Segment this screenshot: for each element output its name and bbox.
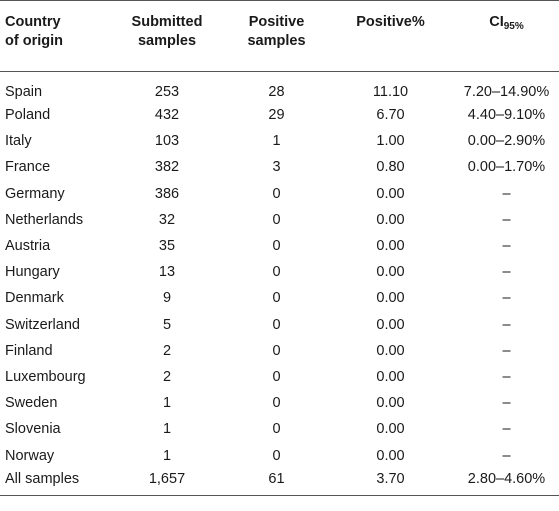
header-country-line1: Country — [5, 14, 61, 30]
cell-submitted-samples: 103 — [154, 133, 180, 150]
cell-confidence-interval: – — [502, 421, 511, 438]
cell-confidence-interval: – — [502, 211, 511, 228]
cell-positive-percent: 0.00 — [376, 211, 405, 228]
cell-submitted-samples: 13 — [158, 264, 176, 281]
table-row — [0, 154, 559, 180]
cell-positive-percent: 0.00 — [376, 342, 405, 359]
cell-submitted-samples: 2 — [162, 368, 172, 385]
cell-positive-samples: 0 — [272, 342, 281, 359]
header-submitted-line2: samples — [137, 33, 197, 49]
header-submitted-samples — [108, 1, 226, 72]
cell-country: Poland — [5, 107, 51, 124]
cell-positive-samples: 0 — [272, 290, 281, 307]
header-ci-label: CI — [489, 14, 504, 30]
cell-positive-samples: 0 — [272, 264, 281, 281]
header-country-line2: of origin — [5, 33, 63, 49]
header-positive-samples — [226, 1, 327, 72]
cell-country: Denmark — [5, 290, 64, 307]
cell-positive-percent: 0.00 — [376, 316, 405, 333]
cell-positive-percent: 0.00 — [376, 264, 405, 281]
cell-positive-percent: 0.80 — [376, 159, 405, 176]
table-row — [0, 338, 559, 364]
cell-positive-samples: 0 — [272, 421, 281, 438]
table-row — [0, 207, 559, 233]
table-header — [0, 1, 559, 72]
table-row — [0, 102, 559, 128]
cell-positive-samples: 0 — [272, 211, 281, 228]
cell-positive-samples: 1 — [272, 133, 281, 150]
cell-positive-percent: 0.00 — [376, 238, 405, 255]
cell-positive-samples: 0 — [272, 185, 281, 202]
cell-confidence-interval: 2.80–4.60% — [454, 469, 559, 496]
cell-submitted-samples: 5 — [162, 316, 172, 333]
header-submitted-line1: Submitted — [131, 14, 203, 30]
cell-submitted-samples: 382 — [154, 159, 180, 176]
cell-positive-percent: 3.70 — [327, 469, 454, 496]
cell-country: Sweden — [5, 395, 58, 412]
cell-country: Slovenia — [5, 421, 61, 438]
table-body — [0, 72, 559, 496]
table-row — [0, 390, 559, 416]
cell-confidence-interval: 0.00–1.70% — [467, 159, 546, 176]
cell-country: Luxembourg — [5, 368, 86, 385]
cell-submitted-samples: 1 — [162, 421, 172, 438]
cell-positive-percent: 0.00 — [376, 290, 405, 307]
table-row — [0, 469, 559, 496]
cell-confidence-interval: – — [502, 290, 511, 307]
cell-positive-percent: 0.00 — [376, 185, 405, 202]
table-row — [0, 233, 559, 259]
cell-country: Norway — [5, 447, 55, 464]
header-positive-percent-label: Positive% — [356, 14, 425, 30]
cell-confidence-interval: – — [502, 316, 511, 333]
cell-confidence-interval: – — [502, 185, 511, 202]
cell-country: Finland — [5, 342, 53, 359]
header-positive-line1: Positive — [248, 14, 305, 30]
cell-confidence-interval: – — [502, 368, 511, 385]
table-row — [0, 181, 559, 207]
cell-submitted-samples: 386 — [154, 185, 180, 202]
header-confidence-interval — [454, 1, 559, 72]
cell-positive-percent: 0.00 — [376, 421, 405, 438]
cell-confidence-interval: – — [502, 447, 511, 464]
table-row — [0, 72, 559, 103]
cell-positive-samples: 29 — [268, 107, 285, 124]
cell-positive-samples: 28 — [268, 84, 285, 100]
cell-submitted-samples: 253 — [154, 84, 180, 100]
cell-country: Italy — [5, 133, 32, 150]
header-positive-percent — [327, 1, 454, 72]
table-row — [0, 312, 559, 338]
cell-positive-percent: 1.00 — [376, 133, 405, 150]
cell-country: Switzerland — [5, 316, 80, 333]
cell-confidence-interval: 0.00–2.90% — [467, 133, 546, 150]
cell-positive-percent: 11.10 — [372, 84, 409, 100]
cell-submitted-samples: 432 — [154, 107, 180, 124]
cell-confidence-interval: – — [502, 238, 511, 255]
cell-country: Austria — [5, 238, 51, 255]
cell-country: Spain — [5, 84, 43, 100]
cell-positive-samples: 0 — [272, 395, 281, 412]
cell-confidence-interval: – — [502, 264, 511, 281]
table-row — [0, 416, 559, 442]
cell-country: France — [5, 159, 51, 176]
cell-country: Germany — [5, 185, 65, 202]
cell-submitted-samples: 9 — [162, 290, 172, 307]
table-row — [0, 259, 559, 285]
cell-positive-percent: 0.00 — [376, 447, 405, 464]
cell-submitted-samples: 1 — [162, 447, 172, 464]
header-positive-line2: samples — [247, 33, 306, 49]
header-ci-subscript: 95% — [503, 21, 524, 32]
table-row — [0, 364, 559, 390]
cell-submitted-samples: 32 — [158, 211, 176, 228]
cell-confidence-interval: – — [502, 395, 511, 412]
cell-confidence-interval: 7.20–14.90% — [463, 84, 550, 100]
cell-positive-samples: 0 — [272, 238, 281, 255]
table-row — [0, 128, 559, 154]
cell-country: All samples — [0, 469, 108, 496]
table-row — [0, 442, 559, 468]
table-row — [0, 285, 559, 311]
cell-submitted-samples: 1 — [162, 395, 172, 412]
cell-positive-percent: 6.70 — [376, 107, 405, 124]
cell-positive-samples: 0 — [272, 447, 281, 464]
cell-positive-samples: 3 — [272, 159, 281, 176]
cell-positive-percent: 0.00 — [376, 368, 405, 385]
cell-submitted-samples: 2 — [162, 342, 172, 359]
cell-confidence-interval: 4.40–9.10% — [467, 107, 546, 124]
cell-positive-samples: 0 — [272, 316, 281, 333]
cell-confidence-interval: – — [502, 342, 511, 359]
cell-country: Hungary — [5, 264, 60, 281]
cell-submitted-samples: 1,657 — [108, 469, 226, 496]
cell-positive-percent: 0.00 — [376, 395, 405, 412]
cell-country: Netherlands — [5, 211, 84, 228]
cell-positive-samples: 0 — [272, 368, 281, 385]
header-row — [0, 1, 559, 72]
cell-positive-samples: 61 — [226, 469, 327, 496]
cell-submitted-samples: 35 — [158, 238, 176, 255]
header-country-of-origin — [0, 1, 108, 72]
